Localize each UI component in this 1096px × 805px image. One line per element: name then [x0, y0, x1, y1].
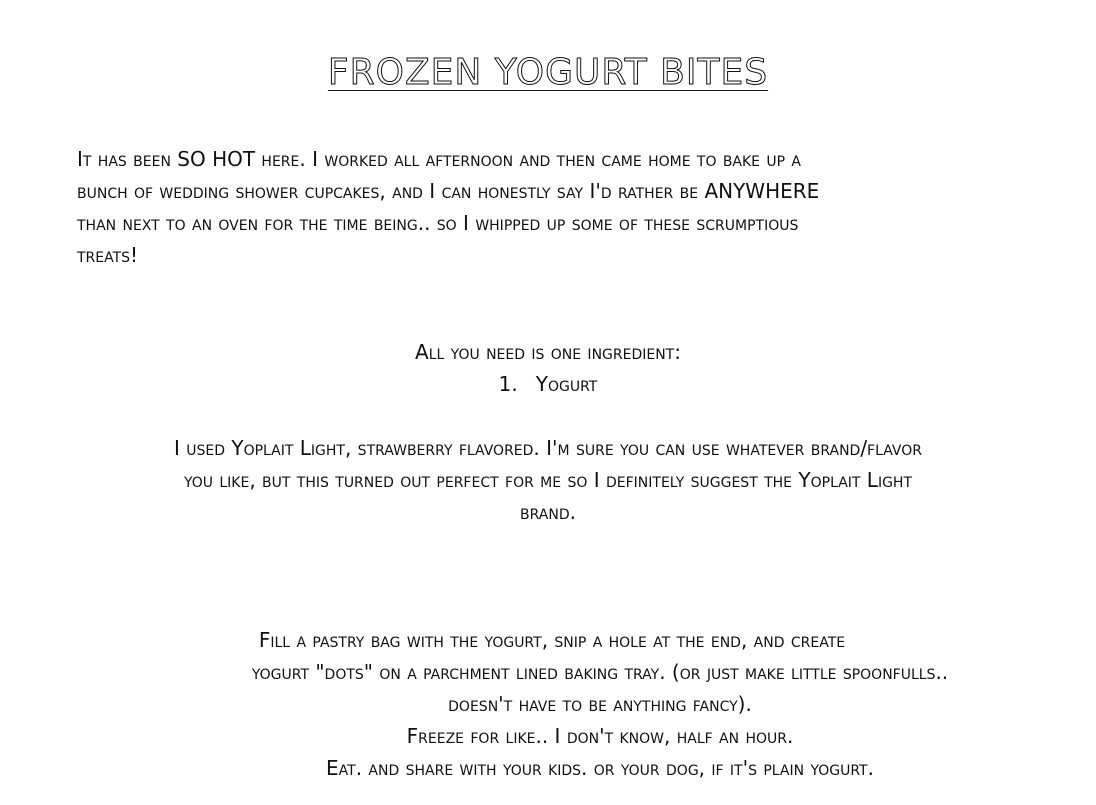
intro-line: treats! [77, 243, 139, 267]
ingredients-heading: All you need is one ingredient: [415, 340, 681, 364]
intro-line: It has been SO HOT here. I worked all afternoon and then came home to bake up a [77, 147, 802, 171]
ingredient-list-item [0, 369, 1096, 399]
ingredient-label: Yogurt [535, 372, 598, 396]
note-line: you like, but this turned out perfect for me so I definitely suggest the Yoplait Light [183, 468, 913, 492]
page-title: FROZEN YOGURT BITES [327, 52, 769, 93]
list-number: 1. [498, 372, 518, 396]
instruction-line: Fill a pastry bag with the yogurt, snip a hole at the end, and create [258, 628, 846, 652]
instruction-line: Freeze for like.. I don't know, half an hour. [406, 724, 794, 748]
instruction-line: Eat. and share with your kids. or your dog, if it's plain yogurt. [326, 756, 874, 780]
instruction-line: yogurt "dots" on a parchment lined baking tray. (or just make little spoonfulls.. [251, 660, 949, 684]
instruction-line: doesn't have to be anything fancy). [448, 692, 752, 716]
note-line: I used Yoplait Light, strawberry flavored. I'm sure you can use whatever brand/flavor [173, 436, 922, 460]
intro-line: bunch of wedding shower cupcakes, and I can honestly say I'd rather be ANYWHERE [77, 179, 820, 203]
note-line: brand. [520, 500, 576, 524]
intro-line: than next to an oven for the time being.. so I whipped up some of these scrumptious [77, 211, 799, 235]
